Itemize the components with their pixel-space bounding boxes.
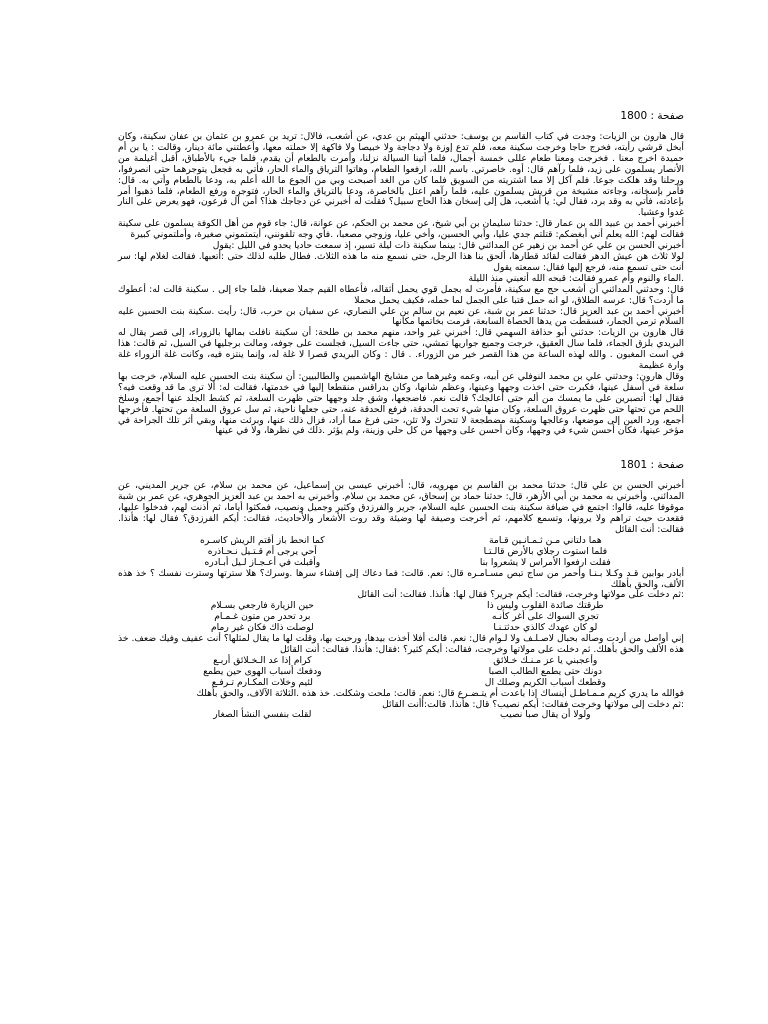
poem-verse xyxy=(118,558,684,569)
text-paragraph: أخبرني الحسن بن علي عن أحمد بن زهير عن المدائني قال: بينما سكينة ذات ليلة تسير، إذ سمعت حاديا يحدو في الليل :يقول xyxy=(212,240,684,252)
verse-second-hemistich: لوصلت ذاك فكان غير رمام xyxy=(210,622,314,634)
poem-verse xyxy=(118,710,684,721)
verse-second-hemistich: كرام إذا عد الـخـلائق أربـع xyxy=(213,654,312,666)
verse-second-hemistich: كما انحط باز أقتم الريش كاسـره xyxy=(200,534,325,546)
verse-first-hemistich: وأعجبني يا عز مـنـك خـلائق xyxy=(493,654,598,666)
text-paragraph: قال هارون بن الزيات: حدثني أبو حذافة السهمي قال: أخبرني غير واحد، منهم محمد بن طلحة: أن سكينة نافلت بمالها بالزوراء، إلى قصر يقال له البريدي بلزق الجماء، فلما سال العقيق، خرجت وجميع جواريها تمشي، حتى جاءت السيل، فجلست على جوفه، ومالت برجليها في السيل، ثم قالت: هذا في است المغبون . والله لهذه الساعة من هذا القصر خير من الزوراء. . قال : وكان البريدي قصرا لا غلة له، وإنما ينتزه فيه، وكانت غلة الزوراء غلة وارة عظيمة xyxy=(118,327,684,372)
verse-second-hemistich: حين الزيارة فارجعي بسـلام xyxy=(210,600,314,612)
page-section xyxy=(118,459,684,721)
text-paragraph: أخبرني أحمد بن عبيد الله بن عمار قال: حدثنا سليمان بن أبي شيخ، عن محمد بن الحكم، عن عوانة، قال: جاء قوم من أهل الكوفة يسلمون على سكينة فقالت لهم: الله يعلم أني أبغضكم: قتلتم جدي عليا، وأبي الحسين، وأخي عليا، وزوجي مصعبا، .فأي وجه تلقونني، أيتمتموني صغيرة، وأملتموني كبيرة xyxy=(118,218,684,241)
verse-first-hemistich: دونك حتى يطمع الطالب الصبا xyxy=(488,665,602,677)
page-number-heading: صفحة : 1800 xyxy=(620,110,684,122)
verse-first-hemistich: تجري السواك على أغر كأنـه xyxy=(491,611,599,623)
verse-first-hemistich: لو كان عهدك كالذي حدثتـنـا xyxy=(493,622,598,634)
text-paragraph: وقال هارون: وحدثني علي بن محمد النوفلي عن أبيه، وعمه وغيرهما من مشايخ الهاشميين والطالبيين: أن سكينة بنت الحسين عليه السلام، خرجت بها سلعة في أسفل عينها، فكبرت حتى اخذت وجهها وعينها، وعظم شانها، وكان بدراقس منقطعا إليها في خدمتها، فقالت له: ألا ترى ما قد وقعت فيه؟ فقال لها: أتصبرين على ما يمسك من ألم حتى أعالجك؟ قالت نعم. فاضجعها، وشق جلد وجهها حتى ظهرت السلعة، ثم كشط الجلد عنها أجمع، وسلخ اللحم من تحتها حتى ظهرت عروق السلعة، وكان منها شيء تحت الحدقة، فرفع الحدقة عنه، حتى جعلها ناحية، ثم سل عروق السلعة من تحتها. فأخرجها أجمع، ورد العين إلى موضعها، وعالجها وسكينة مضطجعة لا تتحرك ولا تئن، حتى فرغ مما أراد، فزال ذلك عنها، وبرئت منها، وبقي أثر تلك الجراحة في مؤخر عينها، فكان أحسن شيء في وجهها، وكان أحسن على وجهها من كل حلي وزينة، ولم يؤثر .ذلك في نظرها، ولا في عينها xyxy=(118,370,684,437)
text-paragraph: أبادر بوابين قـد وكـلا بـنـا وأحمر من ساج تبص مسـامـره قال: نعم. قالت: فما دعاك إلى إفشاء سرها .وسرك؟ هلا سترتها وسترت نفسك ؟ خذ هذه الألف، والحق بأهلك xyxy=(118,567,684,590)
verse-first-hemistich: طرقتك صائدة القلوب وليس ذا xyxy=(487,600,604,612)
verse-second-hemistich: أحي يرجى أم قـتـيل نـحـاذره xyxy=(207,545,317,557)
text-paragraph: .الماء والنوم وأم عمرو فقالت: قبحه الله أتعبني منذ الليلة xyxy=(468,272,684,284)
text-paragraph: قال: وحدثني المدائني أن أشعب حج مع سكينة، فأمرت له بجمل قوي يحمل أثقاله، فأعطاه القيم جملا ضعيفا، فلما جاء إلى . سكينة قالت له: أعطوك ما أردت؟ قال: عرسه الطلاق، لو انه حمل قتبا على الجمل لما حمله، فكيف يحمل محملا xyxy=(118,283,684,306)
verse-first-hemistich: وقطعك أسباب الكريم وصلك ال xyxy=(484,676,606,688)
verse-second-hemistich: وأقبلت في أعـجـاز لـيل أبـادره xyxy=(204,556,321,568)
verse-second-hemistich: ودفعك أسباب الهوى حين يطمع xyxy=(203,665,322,677)
verse-first-hemistich: فقلت ارفعوا الأمراس لا يشعروا بنا xyxy=(479,556,611,568)
text-paragraph: أخبرني أحمد بن عبد العزيز قال: حدثنا عمر بن شبة، عن نعيم بن سالم بن علي النصاري، عن سفيان بن حرب، قال: رأيت .سكينة بنت الحسين عليه السلام ترمي الجمار، فسقطت من يدها الحصاة السابعة، فرمت بخاتمها مكانها xyxy=(118,305,684,328)
verse-first-hemistich: فلما استوت رجلاي بالأرض قالـتـا xyxy=(483,545,608,557)
poem-verse xyxy=(118,601,684,612)
text-paragraph: أخبرني الحسن بن علي قال: حدثنا محمد بن القاسم بن مهرويه، قال: أخبرني عيسى بن إسماعيل، عن محمد بن سلام، عن جرير المديني، عن المدائني. وأخبرني به محمد بن أبي الأزهر، قال: حدثنا حماد بن إسحاق، عن محمد بن سلام. وأخبرني به احمد بن عبد العزيز الجوهري، عن عمر بن شبة موقوفا عليه، قالوا: اجتمع في ضيافة سكينة بنت الحسين عليه السلام، جرير والفرزدق وكثير وجميل ونصيب، فمكثوا أياما، ثم أذنت لهم، فدخلوا عليها، فقعدت حيث تراهم ولا يرونها، وتسمع كلامهم، ثم أخرجت وصيفة لها وضيئة وقد روت الأشعار والأحاديث، فقالت: أيكم الفرزدق؟ فقال لها: هأنذا. فقالت: أنت القائل xyxy=(118,480,684,535)
verse-second-hemistich: لقلت بنفسي النشأ الصغار xyxy=(213,709,312,721)
text-paragraph: لولا ثلاث هن عيش الدهر فقالت لقائد قطارها، ألحق بنا هذا الرجل، حتى نسمع منه ما هذه الثلاث. فطال طلبه لذلك حتى :أتعبها. فقالت لغلام لها: سر أنت حتى تسمع منه، فرجع إليها فقال: سمعته يقول xyxy=(118,250,684,273)
text-paragraph: فوالله ما يدري كريم مـمـاطـل أينساك إذا باعدت أم يتـضـرع قال: نعم. قالت: ملحت وشكلت. خذ هذه .الثلاثة الآلاف، والحق بأهلك xyxy=(196,687,684,699)
page-number-heading: صفحة : 1801 xyxy=(620,459,684,472)
text-paragraph: :ثم دخلت على مولاتها وخرجت، فقالت: أيكم جرير؟ فقال لها: هأنذا. فقالت: أنت القائل xyxy=(357,589,684,601)
verse-second-hemistich: برد تحدر من متون غـمـام xyxy=(214,611,311,623)
text-paragraph: :ثم دخلت إلى مولاتها وخرجت فقالت: أيكم نصيب؟ قال: هأنذا. قالت:أأنت القائل xyxy=(382,698,684,710)
text-paragraph: قال هارون بن الزيات: وجدت في كتاب القاسم بن يوسف: حدثني الهيثم بن عدي، عن أشعب، فالال: تريد بن عمرو بن عثمان بن عفان سكينة، وكان أبخل قرشي رأيته، فخرج حاجا وخرجت سكينة معه، فلم تدع إوزة ولا دجاجة ولا خبيصا ولا فاكهة إلا حملته معها، وأعطتني مائة دينار، وقالت : يا بن أم حميدة اخرج معنا . فخرجت ومعنا طعام عللى خمسة أجمال، فلما أتينا السيالة نزلنا، وأمرت بالطعام أن يقدم، فلما جيء بالأطباق، أقبل أغيلمة من الأنصار يسلمون على زيد، فلما رآهم قال: أوه. خاصرتي. باسم الله، ارفعوا الطعام، وهاتوا الترياق والماء الحار، فأتي به فجعل يتوجرهما حتى انصرفوا، ورحلنا وقد هلكت جوعا. فلم آكل إلا مما اشتريته من السويق فلما كان من الغد أصبحت وبي من الجوع ما الله أعلم به، ودعا بالطعام وأتي به. قال: فأمر بإسخانه، وجاءته مشيخة من قريش يسلمون عليه، فلما رآهم اعتل بالخاصرة، ودعا بالترياق والماء الحار، فتوجره ورفع الطعام، فلما ذهبوا أمر بإعادته، فأتي به وقد برد، فقال لي: يا أشعب، هل إلى إسخان هذا الحاج سبيل؟ فقلت له أخبرني عن دجاجك هذا؟ أمن آل فرعون، فهو يعرض على النار غدوا وعشيا. xyxy=(118,131,684,219)
poem-verse xyxy=(118,678,684,689)
page-section xyxy=(118,110,684,437)
poem-verse xyxy=(118,612,684,623)
verse-second-hemistich: لئيم وخلات المكـارم تـرفـع xyxy=(211,676,313,688)
verse-first-hemistich: ولولا أن يقال صبا نصيب xyxy=(500,709,591,721)
text-paragraph: إني أواصل من أردت وصاله بحبال لاصـلـف ولا لـوام قال: نعم. قالت أفلا أخذت بيدها، ورحبت بها، وقلت لها ما يقال لمثلها؟ أنت عفيف وفيك ضعف. خذ هذه الألف والحق بأهلك. ثم دخلت على مولاتها وخرجت، فقالت: أيكم كثير؟ :فقال: هأنذا. فقالت: أنت القائل xyxy=(118,633,684,655)
verse-first-hemistich: هما دلتاني مـن ثـمـانـين قـامة xyxy=(488,534,602,546)
